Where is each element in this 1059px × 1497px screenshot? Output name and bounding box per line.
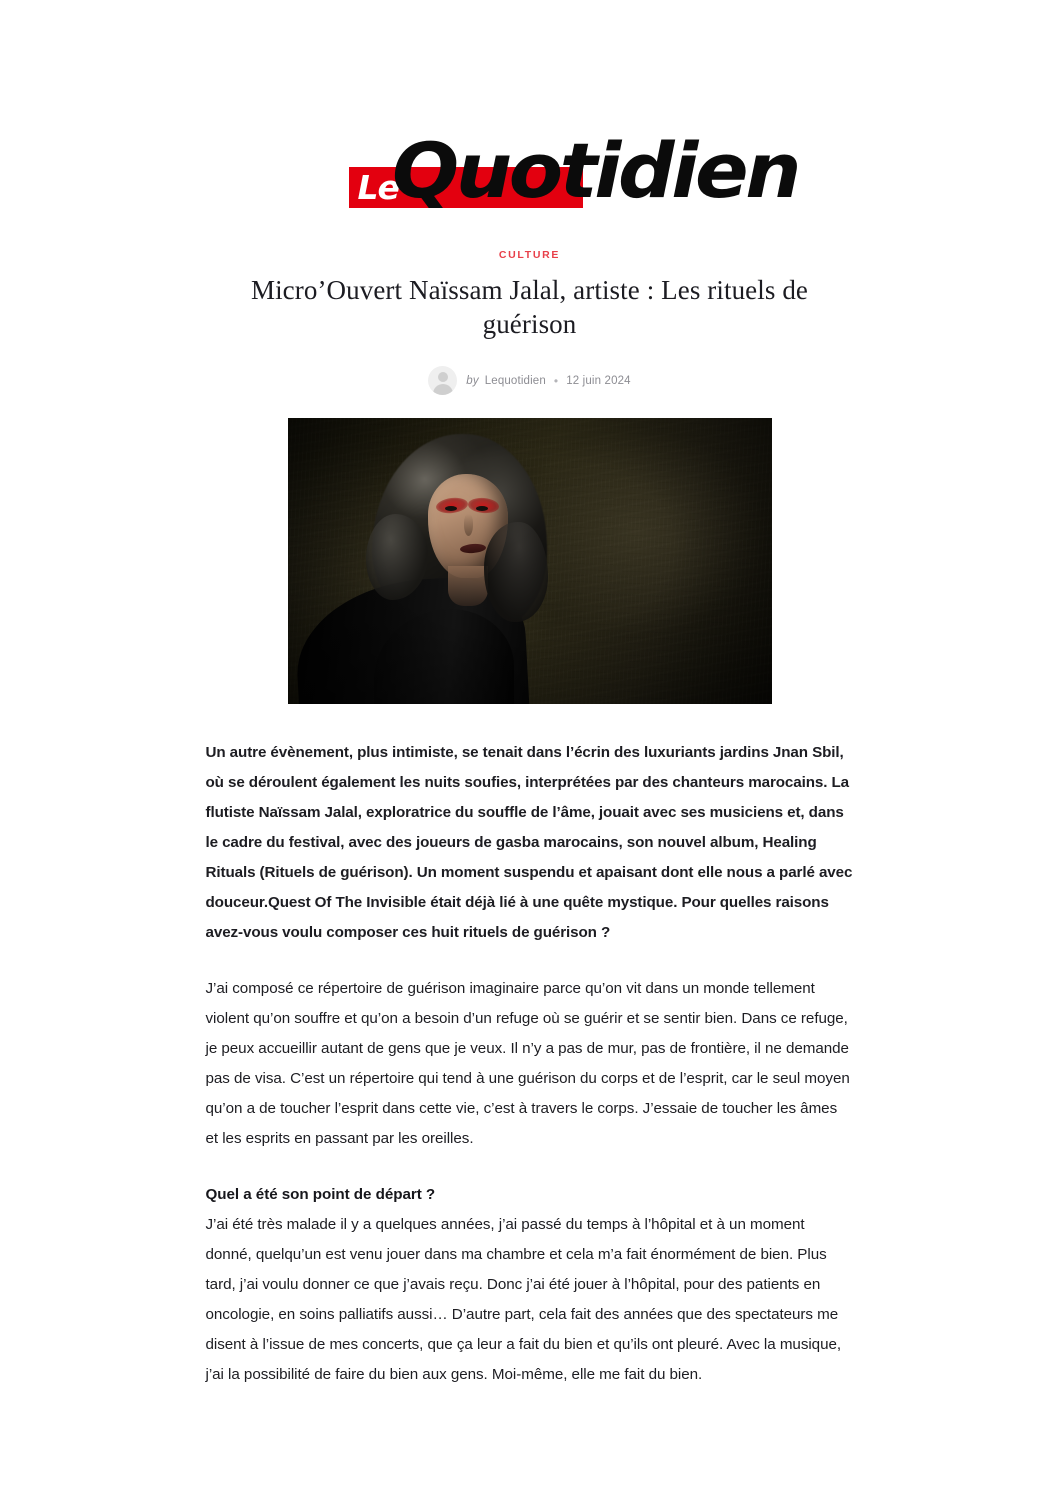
avatar-head-shape xyxy=(438,372,448,382)
hero-vignette-layer xyxy=(288,418,772,704)
byline-separator-dot: • xyxy=(553,373,559,388)
logo-name-text: Quotidien xyxy=(391,126,798,215)
page-title: Micro’Ouvert Naïssam Jalal, artiste : Les rituels de guérison xyxy=(250,275,809,339)
byline-date: 12 juin 2024 xyxy=(566,374,631,387)
byline-by-label: by xyxy=(466,374,479,387)
avatar xyxy=(428,366,457,395)
site-logo[interactable] xyxy=(344,126,798,217)
site-masthead xyxy=(0,0,1059,217)
byline xyxy=(0,366,1059,395)
article-paragraph-lead: Un autre évènement, plus intimiste, se tenait dans l’écrin des luxuriants jardins Jnan Sbil, où se déroulent également les nuits soufies, interprétées par des chanteurs marocains. La flutiste Naïssam Jalal, exploratrice du souffle de l’âme, jouait avec ses musiciens et, dans le cadre du festival, avec des joueurs de gasba marocains, son nouvel album, Healing Rituals (Rituels de guérison). Un moment suspendu et apaisant dont elle nous a parlé avec douceur.Quest Of The Invisible était déjà lié à une quête mystique. Pour quelles raisons avez-vous voulu composer ces huit rituels de guérison ? xyxy=(205,744,853,941)
hero-image xyxy=(288,418,772,704)
article-subheading: Quel a été son point de départ ? xyxy=(205,1186,436,1203)
avatar-body-shape xyxy=(433,384,453,395)
logo-prefix-text: Le xyxy=(357,168,399,207)
byline-author-link[interactable]: Lequotidien xyxy=(484,374,546,387)
hero-image-wrapper xyxy=(0,418,1059,704)
article-paragraph-closing: J’ai été très malade il y a quelques années, j’ai passé du temps à l’hôpital et à un moment donné, quelqu’un est venu jouer dans ma chambre et cela m’a fait énormément de bien. Plus tard, j’ai voulu donner ce que j’avais reçu. Donc j’ai été jouer à l’hôpital, pour des patients en oncologie, en soins palliatifs aussi… D’autre part, cela fait des années que des spectateurs me disent à l’issue de mes concerts, que ça leur a fait du bien et qu’ils ont pleuré. Avec la musique, j’ai la possibilité de faire du bien aux gens. Moi-même, elle me fait du bien. xyxy=(205,1216,842,1383)
article-category-label[interactable]: CULTURE xyxy=(498,249,561,261)
article-paragraph: J’ai composé ce répertoire de guérison imaginaire parce qu’on vit dans un monde tellement violent qu’on souffre et qu’on a besoin d’un refuge où se guérir et se sentir bien. Dans ce refuge, je peux accueillir autant de gens que je veux. Il n’y a pas de mur, pas de frontière, il ne demande pas de visa. C’est un répertoire qui tend à une guérison du corps et de l’esprit, car le seul moyen qu’on a de toucher l’esprit dans cette vie, c’est à travers le corps. J’essaie de toucher les âmes et les esprits en passant par les oreilles. xyxy=(205,980,850,1147)
article-body xyxy=(206,704,854,1390)
byline-text xyxy=(466,374,630,388)
